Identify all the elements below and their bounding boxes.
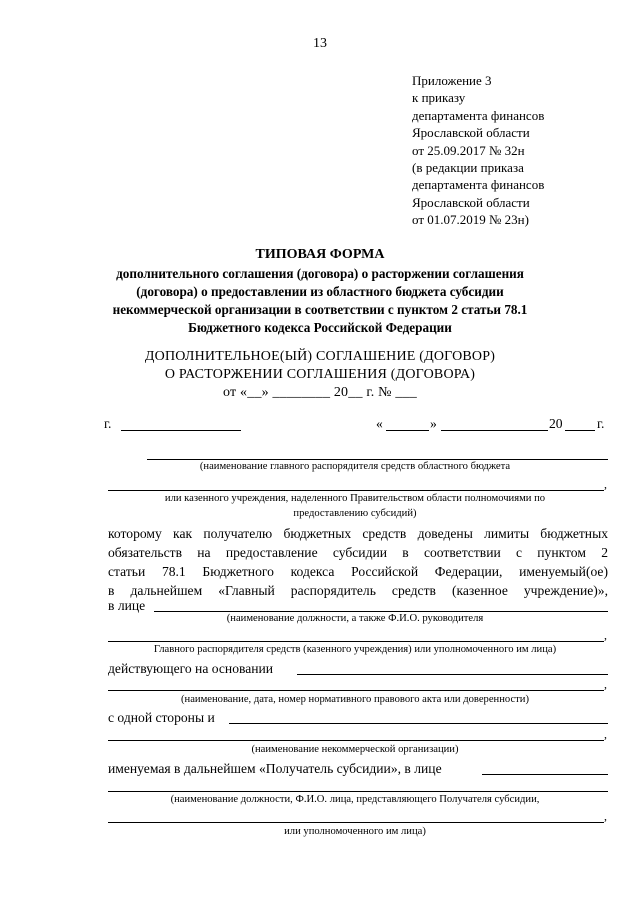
- date-open-quote: «: [376, 416, 383, 431]
- distributor-caption: или казенного учреждения, наделенного Правительством области полномочиями по: [164, 493, 546, 504]
- city-field[interactable]: [121, 430, 241, 431]
- appendix-line: Ярославской области: [412, 125, 530, 141]
- appendix-line: департамента финансов: [412, 107, 545, 123]
- page-number: 13: [313, 36, 327, 51]
- appendix-line: (в редакции приказа: [412, 160, 524, 176]
- distributor-field[interactable]: [147, 459, 608, 460]
- comma: ,: [604, 477, 607, 491]
- head-position-caption: (наименование должности, а также Ф.И.О. руководителя: [226, 613, 484, 624]
- recipient-rep-field-2[interactable]: [108, 791, 608, 792]
- body-paragraph-line: в дальнейшем «Главный распорядитель средств (казенное учреждение)»,: [108, 583, 608, 598]
- organization-field-2[interactable]: [108, 740, 604, 741]
- in-person-label: в лице: [108, 598, 146, 613]
- recipient-rep-caption: (наименование должности, Ф.И.О. лица, представляющего Получателя субсидии,: [170, 794, 540, 805]
- body-paragraph-line: обязательств на предоставление субсидии в соответствии с пунктом 2: [108, 545, 608, 560]
- basis-caption: (наименование, дата, номер нормативного правового акта или доверенности): [181, 694, 529, 705]
- appendix-reference: [412, 72, 544, 229]
- form-title: ТИПОВАЯ ФОРМА: [255, 247, 385, 262]
- basis-field-2[interactable]: [108, 690, 604, 691]
- organization-caption: (наименование некоммерческой организации): [251, 744, 459, 755]
- agreement-number-date: от «__» ________ 20__ г. № ___: [223, 385, 417, 400]
- body-paragraph-line: статьи 78.1 Бюджетного кодекса Российской Федерации, именуемый(ое): [108, 564, 608, 579]
- appendix-line: Приложение 3: [412, 73, 492, 88]
- one-side-label: с одной стороны и: [108, 710, 215, 725]
- basis-field[interactable]: [297, 674, 608, 675]
- month-field[interactable]: [441, 430, 548, 431]
- appendix-line: от 01.07.2019 № 23н): [412, 212, 529, 228]
- form-subtitle-line: некоммерческой организации в соответствии с пунктом 2 статьи 78.1: [112, 302, 528, 317]
- appendix-line: от 25.09.2017 № 32н: [412, 142, 525, 158]
- form-subtitle-line: (договора) о предоставлении из областного бюджета субсидии: [136, 284, 504, 299]
- form-subtitle-line: Бюджетного кодекса Российской Федерации: [188, 320, 452, 335]
- agreement-heading: О РАСТОРЖЕНИИ СОГЛАШЕНИЯ (ДОГОВОРА): [164, 367, 476, 382]
- appendix-line: Ярославской области: [412, 194, 530, 210]
- year-prefix: 20: [549, 416, 563, 431]
- recipient-rep-field[interactable]: [482, 774, 608, 775]
- recipient-rep-caption: или уполномоченного им лица): [284, 826, 426, 837]
- distributor-caption: (наименование главного распорядителя средств областного бюджета: [199, 461, 511, 472]
- recipient-rep-field-3[interactable]: [108, 822, 604, 823]
- comma: ,: [604, 677, 607, 691]
- organization-field[interactable]: [229, 723, 608, 724]
- agreement-heading: ДОПОЛНИТЕЛЬНОЕ(ЫЙ) СОГЛАШЕНИЕ (ДОГОВОР): [144, 349, 496, 364]
- form-subtitle-line: дополнительного соглашения (договора) о расторжении соглашения: [116, 266, 524, 281]
- comma: ,: [604, 628, 607, 642]
- recipient-named-label: именуемая в дальнейшем «Получатель субсидии», в лице: [108, 761, 442, 776]
- year-field[interactable]: [565, 430, 595, 431]
- appendix-line: к приказу: [412, 90, 466, 106]
- head-position-field[interactable]: [154, 611, 608, 612]
- year-suffix: г.: [597, 416, 605, 431]
- distributor-caption: предоставлению субсидий): [293, 508, 417, 519]
- acting-basis-label: действующего на основании: [108, 661, 274, 676]
- distributor-field-2[interactable]: [108, 490, 604, 491]
- head-position-field-2[interactable]: [108, 641, 604, 642]
- comma: ,: [604, 809, 607, 823]
- comma: ,: [604, 727, 607, 741]
- appendix-line: департамента финансов: [412, 177, 545, 193]
- day-field[interactable]: [386, 430, 429, 431]
- date-close-quote: »: [430, 416, 437, 431]
- head-position-caption: Главного распорядителя средств (казенного учреждения) или уполномоченного им лица): [153, 644, 557, 655]
- body-paragraph-line: которому как получателю бюджетных средств доведены лимиты бюджетных: [108, 526, 608, 541]
- city-prefix: г.: [104, 416, 112, 431]
